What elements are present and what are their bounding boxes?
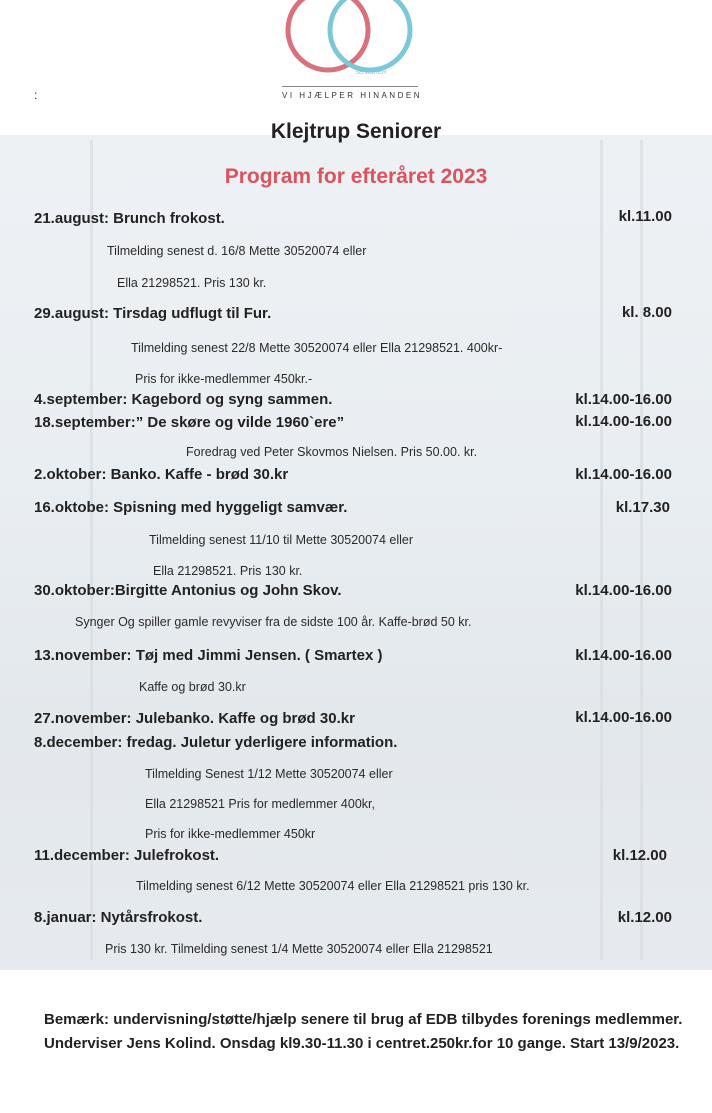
event-title: 16.oktobe: Spisning med hyggeligt samvær. [34, 499, 348, 516]
event-detail: Tilmelding Senest 1/12 Mette 30520074 eller [145, 767, 393, 781]
event-title: 21.august: Brunch frokost. [34, 210, 225, 227]
logo-divider [282, 86, 418, 87]
event-detail: Tilmelding senest d. 16/8 Mette 30520074 eller [107, 244, 367, 258]
event-detail: Tilmelding senest 22/8 Mette 30520074 eller Ella 21298521. 400kr- [131, 341, 503, 355]
event-title: 2.oktober: Banko. Kaffe - brød 30.kr [34, 466, 289, 483]
event-time: kl.14.00-16.00 [575, 582, 672, 599]
event-time: kl.14.00-16.00 [575, 647, 672, 664]
event-time: kl.14.00-16.00 [575, 709, 672, 726]
rings-logo [280, 0, 420, 80]
event-detail: Ella 21298521. Pris 130 kr. [153, 564, 303, 578]
background-tree [640, 140, 643, 960]
footer-note: Bemærk: undervisning/støtte/hjælp senere til brug af EDB tilbydes forenings medlemmer. Underviser Jens Kolind. Onsdag kl9.30-11.30 i centret.250kr.for 10 gange. Start 13/9/2023. [44, 1011, 683, 1052]
event-detail: Ella 21298521. Pris 130 kr. [117, 276, 267, 290]
event-detail: Synger Og spiller gamle revyviser fra de sidste 100 år. Kaffe-brød 50 kr. [75, 615, 472, 629]
event-detail: Tilmelding senest 11/10 til Mette 30520074 eller [149, 533, 414, 547]
stray-colon: : [34, 88, 38, 102]
program-subtitle: Program for efteråret 2023 [224, 165, 488, 188]
event-detail: Foredrag ved Peter Skovmos Nielsen. Pris 50.00. kr. [186, 445, 478, 459]
event-title: 30.oktober:Birgitte Antonius og John Skov. [34, 582, 342, 599]
event-detail: Tilmelding senest 6/12 Mette 30520074 eller Ella 21298521 pris 130 kr. [136, 879, 530, 893]
event-title: 18.september:” De skøre og vilde 1960`ere” [34, 414, 345, 431]
event-detail: Ella 21298521 Pris for medlemmer 400kr, [145, 797, 375, 811]
page-title: Klejtrup Seniorer [270, 120, 442, 143]
event-time: kl.17.30 [615, 499, 670, 516]
background-tree [90, 140, 93, 960]
event-title: 11.december: Julefrokost. [34, 847, 220, 864]
event-title: 27.november: Julebanko. Kaffe og brød 30.kr [34, 710, 355, 727]
event-time: kl.14.00-16.00 [575, 466, 672, 483]
event-title: 29.august: Tirsdag udflugt til Fur. [34, 305, 272, 322]
event-time: kl.14.00-16.00 [575, 391, 672, 408]
event-detail: Pris 130 kr. Tilmelding senest 1/4 Mette 30520074 eller Ella 21298521 [105, 942, 493, 956]
event-time: kl. 8.00 [621, 304, 672, 321]
event-title: 13.november: Tøj med Jimmi Jensen. ( Smartex ) [34, 647, 383, 664]
event-title: 4.september: Kagebord og syng sammen. [34, 391, 333, 408]
logo-text: SENIORER [355, 70, 387, 76]
event-time: kl.14.00-16.00 [575, 413, 672, 430]
event-detail: Pris for ikke-medlemmer 450kr [145, 827, 316, 841]
event-title: 8.januar: Nytårsfrokost. [34, 909, 203, 926]
event-detail: Kaffe og brød 30.kr [139, 680, 246, 694]
tagline: VI HJÆLPER HINANDEN [282, 91, 422, 100]
event-time: kl.12.00 [612, 847, 667, 864]
event-time: kl.12.00 [617, 909, 672, 926]
winter-background [0, 135, 712, 970]
event-detail: Pris for ikke-medlemmer 450kr.- [135, 372, 313, 386]
event-title: 8.december: fredag. Juletur yderligere information. [34, 734, 398, 751]
background-tree [600, 140, 603, 960]
event-time: kl.11.00 [618, 208, 672, 225]
